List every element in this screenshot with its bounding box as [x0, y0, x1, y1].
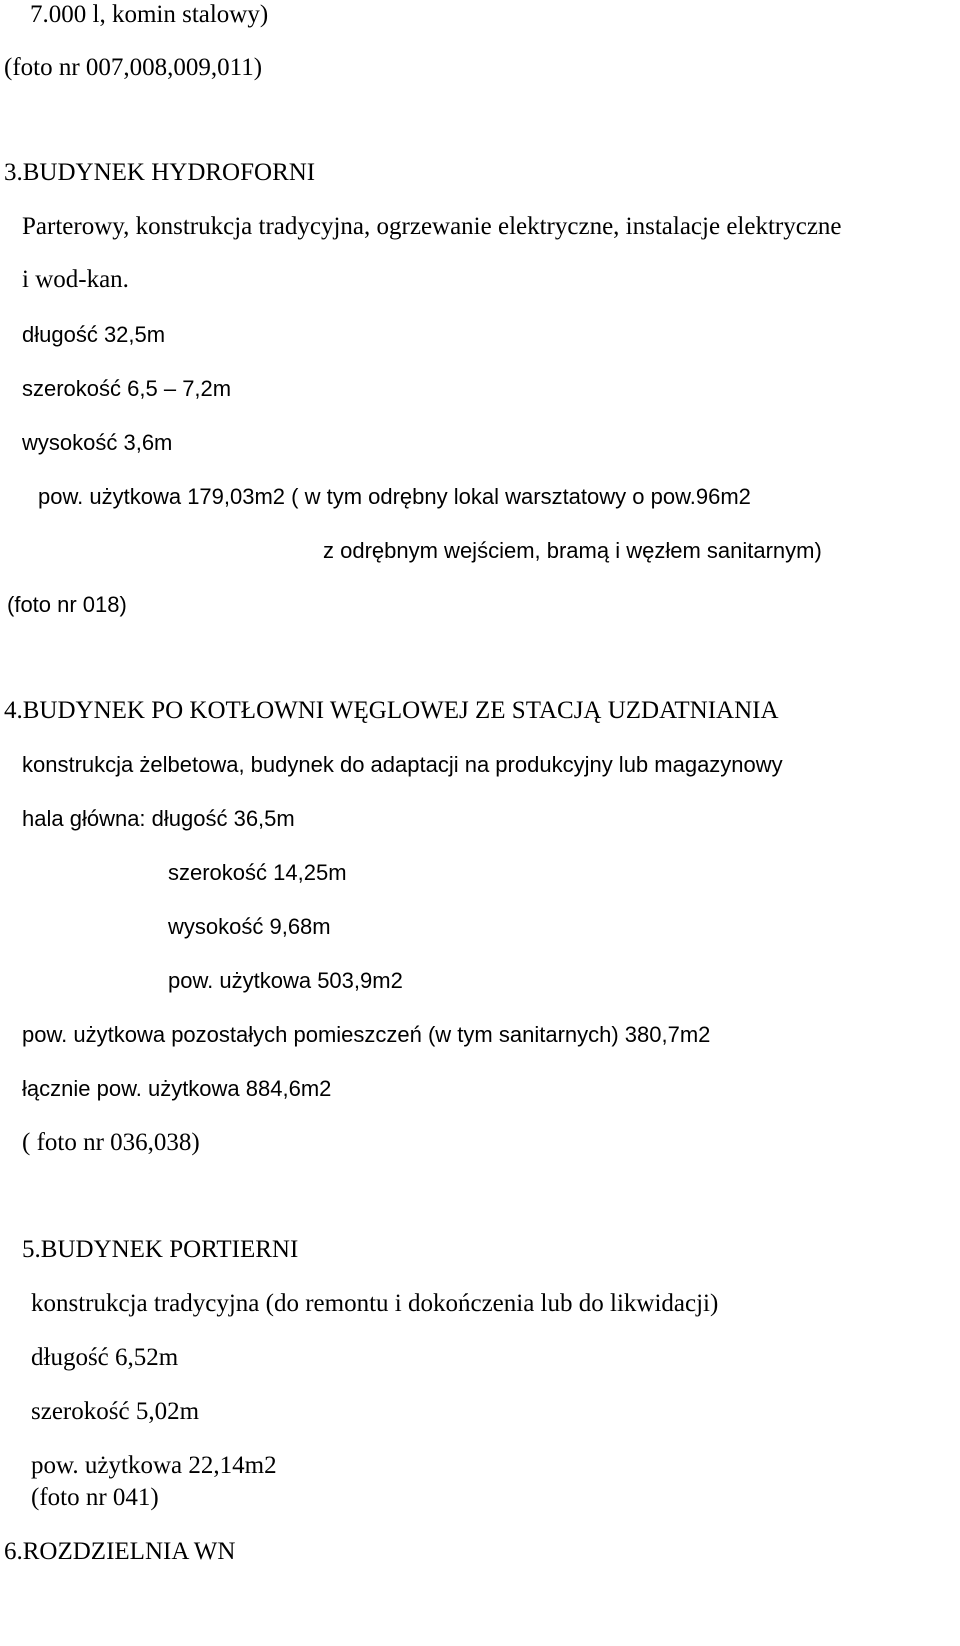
text-line-14: hala główna: długość 36,5m: [22, 806, 295, 831]
text-line-6: długość 32,5m: [22, 322, 166, 347]
text-line-9: pow. użytkowa 179,03m2 ( w tym odrębny lokal warsztatowy o pow.96m2: [38, 484, 751, 509]
text-line-25: pow. użytkowa 22,14m2: [31, 1452, 277, 1479]
section-heading-3: 3.BUDYNEK HYDROFORNI: [4, 159, 316, 186]
text-line-18: pow. użytkowa pozostałych pomieszczeń (w tym sanitarnych) 380,7m2: [22, 1022, 711, 1047]
text-line-16: wysokość 9,68m: [168, 914, 331, 939]
text-line-10: z odrębnym wejściem, bramą i węzłem sanitarnym): [323, 538, 822, 563]
text-line-8: wysokość 3,6m: [22, 430, 173, 455]
text-line-20: ( foto nr 036,038): [22, 1129, 200, 1156]
section-heading-4: 4.BUDYNEK PO KOTŁOWNI WĘGLOWEJ ZE STACJĄ UZDATNIANIA: [4, 697, 779, 724]
text-line-1: 7.000 l, komin stalowy): [30, 1, 269, 28]
text-line-19: łącznie pow. użytkowa 884,6m2: [22, 1076, 332, 1101]
text-line-2: (foto nr 007,008,009,011): [4, 54, 263, 81]
text-line-22: konstrukcja tradycyjna (do remontu i dokończenia lub do likwidacji): [31, 1290, 719, 1317]
text-line-7: szerokość 6,5 – 7,2m: [22, 376, 232, 401]
text-line-15: szerokość 14,25m: [168, 860, 347, 885]
text-line-11: (foto nr 018): [7, 592, 127, 617]
section-heading-5: 5.BUDYNEK PORTIERNI: [22, 1236, 299, 1263]
section-heading-6: 6.ROZDZIELNIA WN: [4, 1538, 236, 1565]
text-line-13: konstrukcja żelbetowa, budynek do adaptacji na produkcyjny lub magazynowy: [22, 752, 783, 777]
text-line-23: długość 6,52m: [31, 1344, 179, 1371]
text-line-4: Parterowy, konstrukcja tradycyjna, ogrzewanie elektryczne, instalacje elektryczne: [22, 213, 842, 240]
text-line-24: szerokość 5,02m: [31, 1398, 200, 1425]
text-line-26: (foto nr 041): [31, 1484, 159, 1511]
text-line-17: pow. użytkowa 503,9m2: [168, 968, 403, 993]
text-line-5: i wod-kan.: [22, 266, 129, 293]
